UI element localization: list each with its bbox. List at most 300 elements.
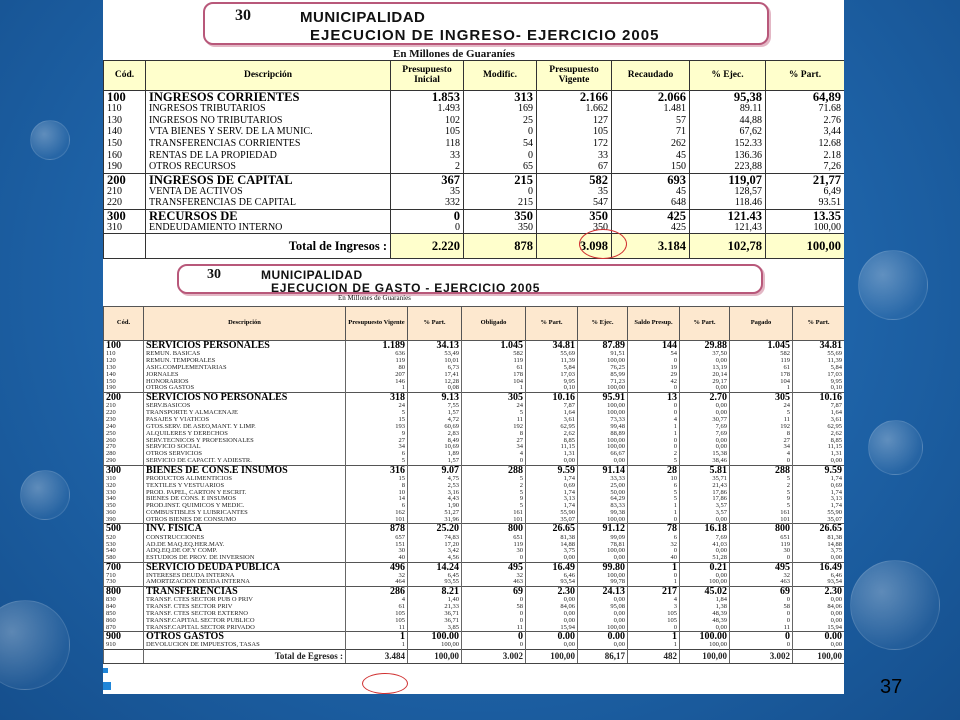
row-value: 100,00: [578, 444, 628, 451]
column-header: % Part.: [680, 307, 730, 341]
row-value: 100.00: [680, 632, 730, 643]
row-value: 0: [730, 642, 793, 649]
row-value: 121.43: [690, 209, 766, 222]
row-code: 150: [104, 138, 146, 150]
row-value: 99,09: [578, 534, 628, 541]
row-value: 8: [462, 431, 526, 438]
row-value: 5: [462, 410, 526, 417]
row-value: 32: [462, 573, 526, 580]
row-code: 870: [104, 625, 144, 632]
row-value: 65: [464, 161, 537, 173]
column-header: % Ejec.: [578, 307, 628, 341]
expense-subtitle: EJECUCION DE GASTO - EJERCICIO 2005: [271, 281, 541, 295]
row-value: 192: [462, 424, 526, 431]
row-code: 900: [104, 632, 144, 643]
row-value: 13,19: [680, 365, 730, 372]
total-spacer: [104, 649, 144, 663]
row-description: ESTUDIOS DE PROY. DE INVERSION: [144, 555, 346, 562]
row-description: AD.DE MAQ.EQ.HER.MAY.: [144, 541, 346, 548]
row-description: OTROS SERVICIOS: [144, 451, 346, 458]
row-value: 60,69: [408, 424, 462, 431]
table-row: [104, 150, 845, 162]
row-value: 5,84: [793, 365, 845, 372]
table-row: [104, 437, 845, 444]
total-value: 100,00: [526, 649, 578, 663]
row-value: 3,42: [408, 548, 462, 555]
row-value: 178: [730, 372, 793, 379]
row-code: 140: [104, 127, 146, 139]
background-bubble: [868, 420, 923, 475]
row-value: 5: [346, 458, 408, 465]
row-value: 152.33: [690, 138, 766, 150]
row-value: 1.662: [537, 104, 612, 116]
row-value: 36,71: [408, 611, 462, 618]
row-value: 1: [346, 385, 408, 392]
row-description: OTROS GASTOS: [144, 632, 346, 643]
table-row: [104, 358, 845, 365]
row-value: 35: [391, 186, 464, 198]
row-value: 7,55: [408, 403, 462, 410]
table-row: [104, 586, 845, 597]
row-value: 0,00: [793, 618, 845, 625]
expense-table-header: [104, 307, 845, 341]
row-description: TRANSPORTE Y ALMACENAJE: [144, 410, 346, 417]
row-value: 44,88: [690, 115, 766, 127]
row-value: 17,03: [526, 372, 578, 379]
row-value: 29.88: [680, 341, 730, 352]
row-value: 69: [462, 586, 526, 597]
table-row: [104, 431, 845, 438]
row-description: PROD. PAPEL, CARTON Y ESCRIT.: [144, 489, 346, 496]
row-description: AMORTIZACION DEUDA INTERNA: [144, 579, 346, 586]
row-value: 32: [730, 573, 793, 580]
table-row: [104, 392, 845, 403]
row-value: 496: [346, 562, 408, 573]
row-value: 0: [462, 555, 526, 562]
row-value: 5.81: [680, 465, 730, 476]
total-row: [104, 234, 845, 259]
row-code: 530: [104, 541, 144, 548]
row-value: 286: [346, 586, 408, 597]
table-row: [104, 476, 845, 483]
row-value: 3,13: [526, 496, 578, 503]
row-value: 40: [628, 555, 680, 562]
row-value: 136.36: [690, 150, 766, 162]
row-value: 6,46: [793, 573, 845, 580]
row-value: 15: [346, 417, 408, 424]
row-value: 62,95: [793, 424, 845, 431]
column-header: Descripción: [144, 307, 346, 341]
row-value: 2.166: [537, 91, 612, 104]
row-value: 100,00: [578, 573, 628, 580]
row-description: ENDEUDAMIENTO INTERNO: [146, 222, 391, 234]
row-value: 4: [628, 597, 680, 604]
row-value: 1.045: [462, 341, 526, 352]
table-row: [104, 417, 845, 424]
row-value: 350: [464, 209, 537, 222]
row-value: 6: [628, 482, 680, 489]
row-value: 105: [346, 611, 408, 618]
total-value: 102,78: [690, 234, 766, 259]
row-value: 582: [730, 351, 793, 358]
row-value: 1,31: [793, 451, 845, 458]
entity-title: MUNICIPALIDAD: [261, 268, 363, 282]
row-value: 3,57: [680, 503, 730, 510]
row-code: 190: [104, 385, 144, 392]
table-row: [104, 127, 845, 139]
row-value: 6,46: [526, 573, 578, 580]
row-description: DEVOLUCION DE IMPUESTOS, TASAS: [144, 642, 346, 649]
row-value: 105: [628, 618, 680, 625]
row-description: GTOS.SERV. DE ASEO,MANT. Y LIMP.: [144, 424, 346, 431]
row-code: 200: [104, 173, 146, 186]
row-value: 11,39: [793, 358, 845, 365]
bullet-marker: [103, 682, 111, 690]
column-header: Modific.: [464, 61, 537, 91]
row-code: 340: [104, 496, 144, 503]
entity-code: 30: [207, 267, 221, 282]
row-value: 1: [628, 562, 680, 573]
row-code: 220: [104, 198, 146, 210]
table-row: [104, 451, 845, 458]
total-value: 100,00: [408, 649, 462, 663]
row-value: 118: [391, 138, 464, 150]
row-value: 2.066: [612, 91, 690, 104]
row-value: 119: [462, 541, 526, 548]
table-row: [104, 424, 845, 431]
row-value: 29,17: [680, 379, 730, 386]
column-header: % Part.: [526, 307, 578, 341]
row-code: 270: [104, 444, 144, 451]
row-value: 25: [464, 115, 537, 127]
table-row: [104, 161, 845, 173]
row-value: 2: [628, 451, 680, 458]
row-code: 220: [104, 410, 144, 417]
row-value: 5: [628, 458, 680, 465]
row-value: 0: [628, 444, 680, 451]
row-value: 2,53: [408, 482, 462, 489]
row-code: 390: [104, 517, 144, 524]
row-value: 71,23: [578, 379, 628, 386]
row-value: 121,43: [690, 222, 766, 234]
row-code: 290: [104, 458, 144, 465]
column-header: Presupuesto Inicial: [391, 61, 464, 91]
row-description: ALQUILERES Y DERECHOS: [144, 431, 346, 438]
row-value: 30: [462, 548, 526, 555]
row-value: 2.18: [766, 150, 845, 162]
row-code: 150: [104, 379, 144, 386]
row-value: 0,00: [526, 618, 578, 625]
table-row: [104, 625, 845, 632]
row-description: TRANSFERENCIAS: [144, 586, 346, 597]
row-value: 1: [730, 385, 793, 392]
row-description: BIENES DE CONS.E INSUMOS: [144, 465, 346, 476]
row-value: 9: [730, 496, 793, 503]
row-value: 1: [628, 510, 680, 517]
total-row: [104, 649, 845, 663]
total-value: 3.002: [462, 649, 526, 663]
row-value: 693: [612, 173, 690, 186]
row-code: 190: [104, 161, 146, 173]
row-value: 100,00: [680, 579, 730, 586]
row-value: 85,99: [578, 372, 628, 379]
table-row: [104, 573, 845, 580]
table-row: [104, 173, 845, 186]
table-row: [104, 444, 845, 451]
row-value: 76,25: [578, 365, 628, 372]
row-value: 582: [462, 351, 526, 358]
row-value: 11: [730, 417, 793, 424]
row-value: 93,55: [408, 579, 462, 586]
row-value: 3,57: [680, 510, 730, 517]
row-code: 300: [104, 465, 144, 476]
row-value: 495: [462, 562, 526, 573]
row-value: 105: [628, 611, 680, 618]
row-value: 0,00: [680, 385, 730, 392]
row-value: 100,00: [578, 625, 628, 632]
total-value: 3.184: [612, 234, 690, 259]
row-value: 24.13: [578, 586, 628, 597]
row-value: 84,06: [793, 604, 845, 611]
row-value: 119: [730, 358, 793, 365]
row-value: 0: [628, 573, 680, 580]
row-value: 10: [628, 476, 680, 483]
row-value: 8: [346, 482, 408, 489]
row-value: 0,00: [526, 458, 578, 465]
row-value: 78,81: [578, 541, 628, 548]
row-value: 21,33: [408, 604, 462, 611]
row-value: 105: [537, 127, 612, 139]
row-value: 0: [730, 458, 793, 465]
row-value: 0,00: [526, 611, 578, 618]
row-value: 99,78: [578, 579, 628, 586]
row-code: 910: [104, 642, 144, 649]
row-code: 840: [104, 604, 144, 611]
row-value: 0: [462, 597, 526, 604]
units-label: En Millones de Guaraníes: [338, 294, 411, 302]
table-row: [104, 138, 845, 150]
row-description: OTROS GASTOS: [144, 385, 346, 392]
row-value: 45: [612, 186, 690, 198]
total-value: 3.098: [537, 234, 612, 259]
row-value: 0: [730, 611, 793, 618]
row-value: 5: [730, 503, 793, 510]
row-code: 100: [104, 341, 144, 352]
row-description: COMBUSTIBLES Y LUBRICANTES: [144, 510, 346, 517]
row-value: 1: [628, 632, 680, 643]
row-value: 1.481: [612, 104, 690, 116]
table-row: [104, 510, 845, 517]
row-value: 12,28: [408, 379, 462, 386]
row-value: 9,95: [793, 379, 845, 386]
row-value: 6: [628, 534, 680, 541]
row-value: 0: [730, 632, 793, 643]
row-value: 5,84: [526, 365, 578, 372]
row-description: CONSTRUCCIONES: [144, 534, 346, 541]
row-value: 0,00: [793, 642, 845, 649]
row-description: SERVICIO DEUDA PUBLICA: [144, 562, 346, 573]
row-value: 0,00: [793, 611, 845, 618]
row-value: 800: [462, 524, 526, 535]
row-value: 11,15: [526, 444, 578, 451]
row-value: 0,00: [578, 555, 628, 562]
row-value: 0: [730, 618, 793, 625]
row-value: 1,57: [408, 410, 462, 417]
column-header: Presupuesto Vigente: [346, 307, 408, 341]
row-code: 730: [104, 579, 144, 586]
row-value: 67,62: [690, 127, 766, 139]
row-value: 53,49: [408, 351, 462, 358]
row-value: 425: [612, 209, 690, 222]
row-value: 95.91: [578, 392, 628, 403]
table-row: [104, 618, 845, 625]
row-value: 0: [628, 410, 680, 417]
row-value: 2,62: [526, 431, 578, 438]
row-value: 1: [628, 579, 680, 586]
row-value: 71: [612, 127, 690, 139]
row-value: 118.46: [690, 198, 766, 210]
row-value: 91,51: [578, 351, 628, 358]
row-value: 0: [730, 597, 793, 604]
row-value: 55,90: [526, 510, 578, 517]
table-row: [104, 104, 845, 116]
row-value: 100,00: [408, 642, 462, 649]
row-value: 16.49: [793, 562, 845, 573]
row-value: 14.24: [408, 562, 462, 573]
row-description: ADQ.EQ.DE OF.Y COMP.: [144, 548, 346, 555]
background-bubble: [20, 470, 70, 520]
row-value: 119: [730, 541, 793, 548]
row-value: 99,48: [578, 424, 628, 431]
row-value: 100,00: [578, 437, 628, 444]
row-value: 582: [537, 173, 612, 186]
row-value: 305: [730, 392, 793, 403]
row-value: 8,85: [793, 437, 845, 444]
row-value: 3,61: [526, 417, 578, 424]
table-row: [104, 351, 845, 358]
table-row: [104, 642, 845, 649]
row-value: 61: [730, 365, 793, 372]
row-code: 130: [104, 115, 146, 127]
row-value: 0: [462, 642, 526, 649]
row-code: 300: [104, 209, 146, 222]
income-table: [103, 60, 844, 259]
row-value: 1: [628, 503, 680, 510]
row-value: 119: [346, 358, 408, 365]
table-row: [104, 548, 845, 555]
total-value: 100,00: [793, 649, 845, 663]
row-value: 5: [730, 476, 793, 483]
row-value: 35,07: [793, 517, 845, 524]
row-value: 100,00: [578, 548, 628, 555]
row-value: 0: [730, 555, 793, 562]
table-row: [104, 198, 845, 210]
row-value: 316: [346, 465, 408, 476]
row-value: 1.493: [391, 104, 464, 116]
column-header: Saldo Presup.: [628, 307, 680, 341]
row-value: 100,00: [578, 358, 628, 365]
row-description: PASAJES Y VIATICOS: [144, 417, 346, 424]
row-value: 9: [346, 431, 408, 438]
row-value: 0,10: [526, 385, 578, 392]
table-row: [104, 632, 845, 643]
row-value: 0,69: [526, 482, 578, 489]
row-value: 74,83: [408, 534, 462, 541]
row-value: 305: [462, 392, 526, 403]
row-value: 15: [346, 476, 408, 483]
row-code: 210: [104, 186, 146, 198]
income-header: [203, 2, 769, 45]
row-value: 16.49: [526, 562, 578, 573]
row-value: 6: [346, 451, 408, 458]
row-value: 100,00: [578, 385, 628, 392]
row-code: 210: [104, 403, 144, 410]
row-value: 657: [346, 534, 408, 541]
row-value: 14,88: [526, 541, 578, 548]
row-value: 27: [730, 437, 793, 444]
table-row: [104, 597, 845, 604]
row-value: 0,10: [793, 385, 845, 392]
row-value: 1,74: [793, 476, 845, 483]
row-description: RENTAS DE LA PROPIEDAD: [146, 150, 391, 162]
row-value: 217: [628, 586, 680, 597]
row-value: 8.21: [408, 586, 462, 597]
row-value: 1,64: [793, 410, 845, 417]
row-description: OTROS BIENES DE CONSUMO: [144, 517, 346, 524]
row-value: 367: [391, 173, 464, 186]
row-value: 128,57: [690, 186, 766, 198]
row-description: OTROS RECURSOS: [146, 161, 391, 173]
row-description: REMUN. BASICAS: [144, 351, 346, 358]
row-value: 32: [628, 541, 680, 548]
row-value: 0,00: [526, 555, 578, 562]
total-value: 86,17: [578, 649, 628, 663]
row-value: 83,33: [578, 503, 628, 510]
row-value: 0,08: [408, 385, 462, 392]
row-code: 120: [104, 358, 144, 365]
table-row: [104, 579, 845, 586]
row-value: 1,90: [408, 503, 462, 510]
table-row: [104, 517, 845, 524]
row-value: 26.65: [793, 524, 845, 535]
row-value: 3: [628, 604, 680, 611]
row-value: 19: [628, 365, 680, 372]
row-value: 648: [612, 198, 690, 210]
column-header: Recaudado: [612, 61, 690, 91]
row-value: 48,39: [680, 618, 730, 625]
row-value: 6,49: [766, 186, 845, 198]
row-value: 100,00: [578, 403, 628, 410]
row-value: 28: [628, 465, 680, 476]
row-value: 24: [730, 403, 793, 410]
row-value: 81,38: [793, 534, 845, 541]
row-value: 78: [628, 524, 680, 535]
column-header: Descripción: [146, 61, 391, 91]
row-code: 830: [104, 597, 144, 604]
row-value: 0.00: [578, 632, 628, 643]
row-value: 1.189: [346, 341, 408, 352]
row-value: 17,41: [408, 372, 462, 379]
row-value: 64,29: [578, 496, 628, 503]
row-value: 93,54: [526, 579, 578, 586]
row-value: 11: [346, 625, 408, 632]
row-value: 42: [628, 379, 680, 386]
row-value: 30: [730, 548, 793, 555]
row-description: SERVICIOS PERSONALES: [144, 341, 346, 352]
row-value: 9: [462, 496, 526, 503]
row-value: 55,69: [793, 351, 845, 358]
row-code: 850: [104, 611, 144, 618]
